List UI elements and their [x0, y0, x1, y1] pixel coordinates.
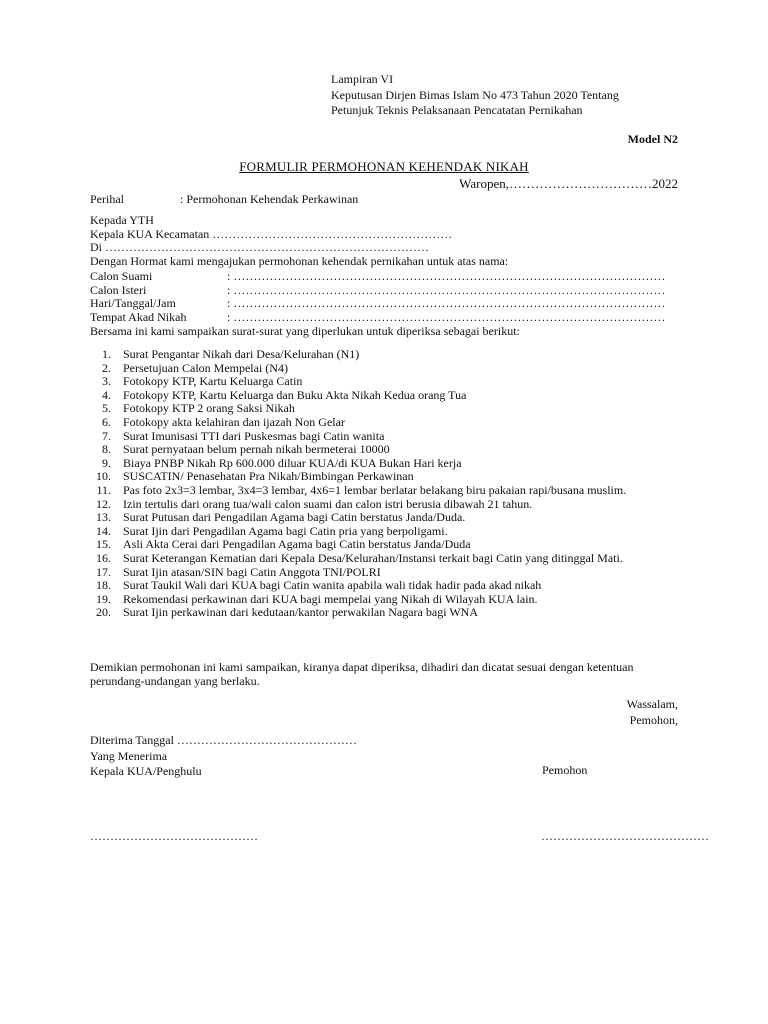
list-item — [90, 470, 690, 484]
list-number: 6. — [102, 414, 111, 429]
list-number: 5. — [102, 401, 111, 416]
list-item — [90, 606, 690, 620]
list-item — [90, 402, 690, 416]
perihal-label: Perihal — [90, 192, 124, 206]
list-number: 4. — [102, 387, 111, 402]
field-value: : ……………………………………………………………………………………………… — [227, 296, 666, 311]
list-text: Persetujuan Calon Mempelai (N4) — [123, 360, 288, 375]
list-text: Fotokopy KTP, Kartu Keluarga Catin — [123, 374, 303, 389]
list-number: 3. — [102, 374, 111, 389]
list-text: SUSCATIN/ Penasehatan Pra Nikah/Bimbingan Perkawinan — [123, 469, 414, 484]
signature-line-left: …………………………………… — [90, 829, 258, 843]
list-number: 16. — [96, 550, 111, 565]
list-text: Fotokopy KTP, Kartu Keluarga dan Buku Akta Nikah Kedua orang Tua — [123, 387, 467, 402]
list-number: 10. — [96, 469, 111, 484]
list-item — [90, 525, 690, 539]
list-item — [90, 593, 690, 607]
list-number: 20. — [96, 605, 111, 620]
list-number: 9. — [102, 455, 111, 470]
lampiran-line: Petunjuk Teknis Pelaksanaan Pencatatan Pernikahan — [331, 103, 583, 117]
applicant-fields — [90, 270, 665, 324]
list-item — [90, 498, 690, 512]
list-item — [90, 362, 690, 376]
documents-list — [90, 348, 690, 620]
list-number: 18. — [96, 578, 111, 593]
field-label: Calon Suami — [90, 269, 153, 283]
received-line: Kepala KUA/Penghulu — [90, 764, 202, 778]
list-text: Surat Putusan dari Pengadilan Agama bagi Catin berstatus Janda/Duda. — [123, 510, 466, 525]
field-value: : ……………………………………………………………………………………………… — [227, 269, 666, 283]
recipient-line: Kepada YTH — [90, 213, 154, 227]
field-label: Calon Isteri — [90, 282, 147, 297]
list-text: Surat Imunisasi TTI dari Puskesmas bagi Catin wanita — [123, 428, 385, 443]
list-item — [90, 443, 690, 457]
list-number: 15. — [96, 537, 111, 552]
list-item — [90, 348, 690, 362]
recipient-line: Kepala KUA Kecamatan …………………………………………………… — [90, 226, 453, 241]
list-text: Surat Keterangan Kematian dari Kepala Desa/Kelurahan/Instansi terkait bagi Catin yang ditinggal Mati. — [123, 550, 623, 565]
list-item — [90, 579, 690, 593]
list-number: 14. — [96, 523, 111, 538]
recipient-block — [90, 214, 508, 268]
pemohon-label: Pemohon — [542, 763, 588, 777]
lampiran-line: Keputusan Dirjen Bimas Islam No 473 Tahun 2020 Tentang — [331, 87, 619, 102]
list-item — [90, 552, 690, 566]
received-line: Diterima Tanggal ……………………………………… — [90, 733, 357, 747]
list-item — [90, 538, 690, 552]
signature-line-right: …………………………………… — [541, 829, 709, 843]
field-value: : ……………………………………………………………………………………………… — [227, 309, 666, 324]
received-block — [90, 733, 357, 780]
list-item — [90, 457, 690, 471]
model-label: Model N2 — [627, 132, 678, 146]
list-text: Rekomendasi perkawinan dari KUA bagi mempelai yang Nikah di Wilayah KUA lain. — [123, 591, 538, 606]
recipient-line: Dengan Hormat kami mengajukan permohonan kehendak pernikahan untuk atas nama: — [90, 253, 509, 268]
list-item — [90, 566, 690, 580]
list-number: 2. — [102, 360, 111, 375]
list-text: Fotokopy akta kelahiran dan ijazah Non Gelar — [123, 414, 345, 429]
list-number: 19. — [96, 591, 111, 606]
list-text: Surat Ijin perkawinan dari kedutaan/kantor perwakilan Nagara bagi WNA — [123, 605, 478, 620]
field-row-calon-isteri — [90, 284, 665, 298]
list-item — [90, 484, 690, 498]
list-text: Surat Pengantar Nikah dari Desa/Kelurahan (N1) — [123, 347, 360, 361]
form-title-text: FORMULIR PERMOHONAN KEHENDAK NIKAH — [239, 159, 529, 174]
list-number: 17. — [96, 564, 111, 579]
list-number: 11. — [96, 482, 111, 497]
list-text: Biaya PNBP Nikah Rp 600.000 diluar KUA/di KUA Bukan Hari kerja — [123, 455, 462, 470]
signoff-block — [560, 697, 678, 728]
pemohon-comma-text: Pemohon, — [629, 712, 678, 727]
perihal-value: : Permohonan Kehendak Perkawinan — [180, 192, 359, 206]
field-value: : ……………………………………………………………………………………………… — [227, 282, 666, 297]
form-title — [90, 160, 678, 174]
field-label: Tempat Akad Nikah — [90, 309, 187, 324]
list-text: Surat Ijin dari Pengadilan Agama bagi Catin pria yang berpoligami. — [123, 523, 448, 538]
list-item — [90, 416, 690, 430]
field-label: Hari/Tanggal/Jam — [90, 296, 176, 311]
documents-intro: Bersama ini kami sampaikan surat-surat yang diperlukan untuk diperiksa sebagai berikut: — [90, 324, 520, 338]
list-text: Fotokopy KTP 2 orang Saksi Nikah — [123, 401, 295, 416]
list-item — [90, 430, 690, 444]
list-item — [90, 511, 690, 525]
list-item — [90, 375, 690, 389]
lampiran-header — [331, 72, 619, 119]
wassalam-text: Wassalam, — [626, 697, 678, 711]
list-number: 12. — [96, 496, 111, 511]
place-date: Waropen,……………………………2022 — [459, 176, 678, 191]
received-line: Yang Menerima — [90, 748, 168, 763]
list-text: Surat Taukil Wali dari KUA bagi Catin wanita apabila wali tidak hadir pada akad nikah — [123, 578, 542, 593]
recipient-line: Di ……………………………………………………………………… — [90, 240, 429, 255]
perihal-row — [90, 193, 358, 207]
list-number: 8. — [102, 442, 111, 457]
list-text: Surat pernyataan belum pernah nikah bermeterai 10000 — [123, 442, 390, 457]
lampiran-line: Lampiran VI — [331, 72, 394, 86]
list-number: 13. — [96, 510, 111, 525]
field-row-calon-suami — [90, 270, 665, 284]
list-text: Asli Akta Cerai dari Pengadilan Agama bagi Catin berstatus Janda/Duda — [123, 537, 471, 552]
closing-paragraph: Demikian permohonan ini kami sampaikan, kiranya dapat diperiksa, dihadiri dan dicatat sesuai dengan ketentuan perundang-undangan yang berlaku. — [90, 660, 634, 688]
list-number: 7. — [102, 428, 111, 443]
list-text: Pas foto 2x3=3 lembar, 3x4=3 lembar, 4x6=1 lembar berlatar belakang biru pakaian rapi/busana muslim. — [123, 482, 627, 497]
list-number: 1. — [102, 347, 111, 361]
field-row-hari-tanggal-jam — [90, 297, 665, 311]
field-row-tempat-akad-nikah — [90, 311, 665, 325]
list-item — [90, 389, 690, 403]
list-text: Surat Ijin atasan/SIN bagi Catin Anggota TNI/POLRI — [123, 564, 381, 579]
list-text: Izin tertulis dari orang tua/wali calon suami dan calon istri berusia dibawah 21 tahun. — [123, 496, 533, 511]
